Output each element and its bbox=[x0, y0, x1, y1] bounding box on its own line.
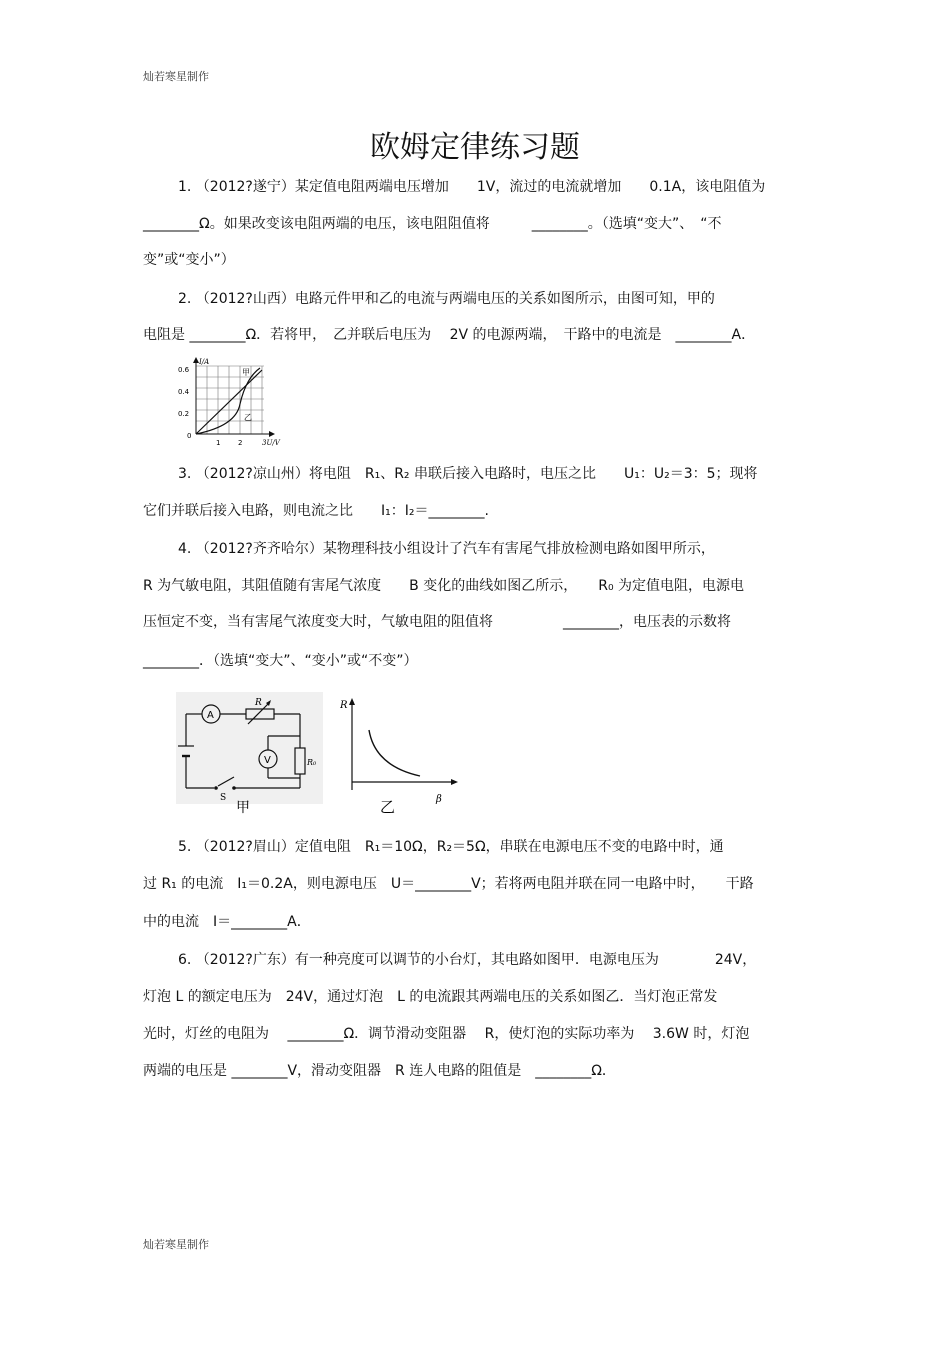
resistor-r0-label: R₀ bbox=[307, 758, 317, 767]
switch-label: S bbox=[220, 793, 227, 803]
iu-graph-figure bbox=[176, 356, 296, 448]
q1-line-3: 变”或“变小”） bbox=[143, 252, 235, 268]
voltmeter-label: V bbox=[264, 755, 271, 766]
q5-line-2: 过 R₁ 的电流 I₁＝0.2A，则电源电压 U＝________V；若将两电阻并联在同一电路中时， 干路 bbox=[143, 876, 754, 892]
label-yi: 乙 bbox=[244, 413, 252, 422]
q4-line-2: R 为气敏电阻，其阻值随有害尾气浓度 B 变化的曲线如图乙所示， R₀ 为定值电阻，电源电 bbox=[143, 578, 745, 594]
q6-line-4: 两端的电压是 ________V，滑动变阻器 R 连人电路的阻值是 ________Ω． bbox=[143, 1063, 616, 1079]
q4-line-3: 压恒定不变，当有害尾气浓度变大时，气敏电阻的阻值将 ________，电压表的示数将 bbox=[143, 614, 731, 630]
y-tick-0-2: 0.2 bbox=[178, 410, 190, 418]
page-header: 灿若寒星制作 bbox=[143, 70, 209, 83]
q2-line-2: 电阻是 ________Ω．若将甲， 乙并联后电压为 2V 的电源两端， 干路中的电流是 ________A． bbox=[143, 327, 756, 343]
page-footer: 灿若寒星制作 bbox=[143, 1238, 209, 1251]
q2-line-1: 2. （2012?山西）电路元件甲和乙的电流与两端电压的关系如图所示，由图可知，甲的 bbox=[178, 291, 715, 307]
y-tick-0-4: 0.4 bbox=[178, 388, 190, 396]
x-tick-2: 2 bbox=[238, 439, 243, 447]
y-tick-0-6: 0.6 bbox=[178, 366, 190, 374]
circuit-figure bbox=[176, 692, 326, 822]
q6-line-3: 光时，灯丝的电阻为 ________Ω．调节滑动变阻器 R，使灯泡的实际功率为 3.6W 时，灯泡 bbox=[143, 1026, 750, 1042]
q4-line-4: ________．（选填“变大”、“变小”或“不变”） bbox=[143, 653, 418, 669]
resistor-r-label: R bbox=[255, 698, 262, 708]
q5-line-3: 中的电流 I＝________A． bbox=[143, 914, 311, 930]
r-beta-curve bbox=[369, 730, 420, 776]
x-axis-label: 3U/V bbox=[262, 439, 280, 447]
y-axis-label: I/A bbox=[199, 358, 210, 366]
circuit-caption: 甲 bbox=[236, 800, 250, 816]
label-jia: 甲 bbox=[242, 368, 250, 377]
q6-line-2: 灯泡 L 的额定电压为 24V，通过灯泡 L 的电流跟其两端电压的关系如图乙．当灯泡正常发 bbox=[143, 989, 718, 1005]
q6-line-1: 6. （2012?广东）有一种亮度可以调节的小台灯，其电路如图甲．电源电压为 24V， bbox=[178, 952, 757, 968]
ammeter-label: A bbox=[207, 710, 214, 721]
beta-graph-caption: 乙 bbox=[380, 798, 396, 816]
q3-line-2: 它们并联后接入电路，则电流之比 I₁：I₂＝________. bbox=[143, 503, 489, 519]
q5-line-1: 5. （2012?眉山）定值电阻 R₁＝10Ω，R₂＝5Ω，串联在电源电压不变的电路中时，通 bbox=[178, 839, 724, 855]
q3-line-1: 3. （2012?凉山州）将电阻 R₁、R₂ 串联后接入电路时，电压之比 U₁：U₂＝3：5；现将 bbox=[178, 466, 758, 482]
r-beta-graph-figure bbox=[340, 694, 460, 822]
q1-line-1: 1. （2012?遂宁）某定值电阻两端电压增加 1V，流过的电流就增加 0.1A，该电阻值为 bbox=[178, 179, 766, 195]
beta-axis-label: β bbox=[436, 794, 442, 805]
x-tick-1: 1 bbox=[216, 439, 221, 447]
r-axis-label: R bbox=[340, 700, 348, 711]
y-tick-0: 0 bbox=[187, 432, 192, 440]
page-title: 欧姆定律练习题 bbox=[370, 130, 580, 165]
q1-line-2: ________Ω。如果改变该电阻两端的电压，该电阻阻值将 ________。（选填“变大”、 “不 bbox=[143, 216, 722, 232]
q4-line-1: 4. （2012?齐齐哈尔）某物理科技小组设计了汽车有害尾气排放检测电路如图甲所示， bbox=[178, 541, 715, 557]
